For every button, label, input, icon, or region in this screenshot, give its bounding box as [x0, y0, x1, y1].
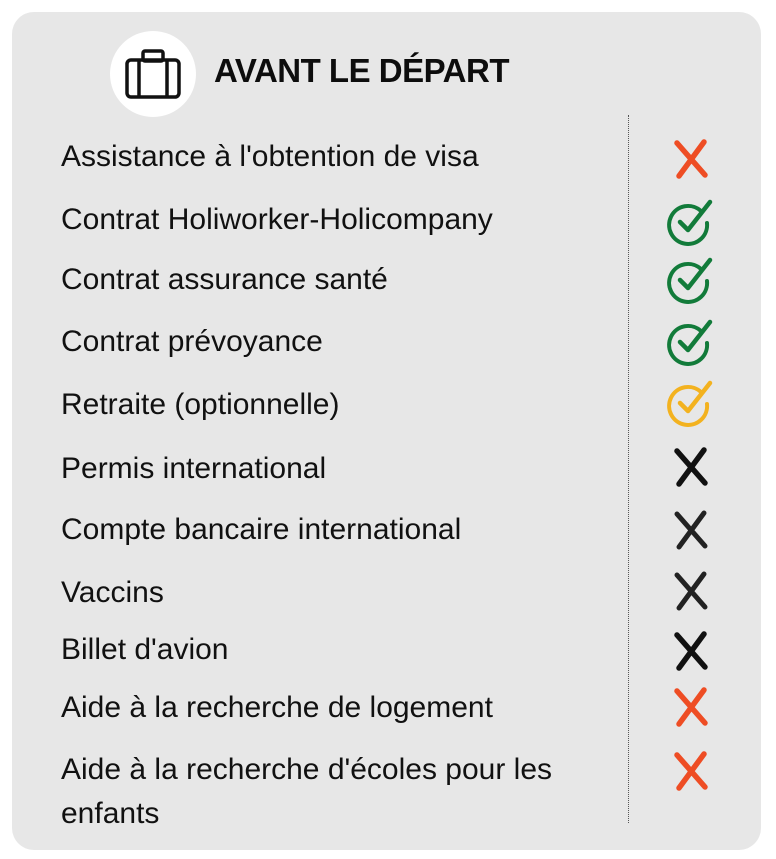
- list-item-health-insurance: Contrat assurance santé: [61, 263, 388, 296]
- suitcase-badge: [110, 31, 196, 117]
- list-item-provident: Contrat prévoyance: [61, 325, 323, 358]
- list-item-school-help: Aide à la recherche d'écoles pour les enfants: [61, 753, 553, 830]
- cross-orange-icon: [666, 134, 716, 184]
- cross-orange-icon: [666, 682, 716, 732]
- list-item-flight-ticket: Billet d'avion: [61, 633, 229, 666]
- list-item-retirement: Retraite (optionnelle): [61, 388, 340, 421]
- check-yellow-icon: [666, 378, 716, 428]
- section-title: AVANT LE DÉPART: [214, 52, 509, 89]
- list-item-housing-help: Aide à la recherche de logement: [61, 691, 493, 724]
- check-green-icon: [666, 255, 716, 305]
- checklist-card: [12, 12, 761, 850]
- suitcase-icon: [124, 48, 182, 100]
- check-green-icon: [666, 317, 716, 367]
- cross-orange-icon: [666, 746, 716, 796]
- list-item-contract: Contrat Holiworker-Holicompany: [61, 203, 493, 236]
- list-item-bank-account: Compte bancaire international: [61, 513, 462, 546]
- list-item-visa: Assistance à l'obtention de visa: [61, 140, 479, 173]
- cross-black-icon: [666, 566, 716, 616]
- list-item-vaccines: Vaccins: [61, 576, 164, 609]
- check-green-icon: [666, 197, 716, 247]
- column-divider: [628, 115, 629, 823]
- cross-black-icon: [666, 626, 716, 676]
- cross-black-icon: [666, 505, 716, 555]
- cross-black-icon: [666, 442, 716, 492]
- list-item-driving-permit: Permis international: [61, 452, 327, 485]
